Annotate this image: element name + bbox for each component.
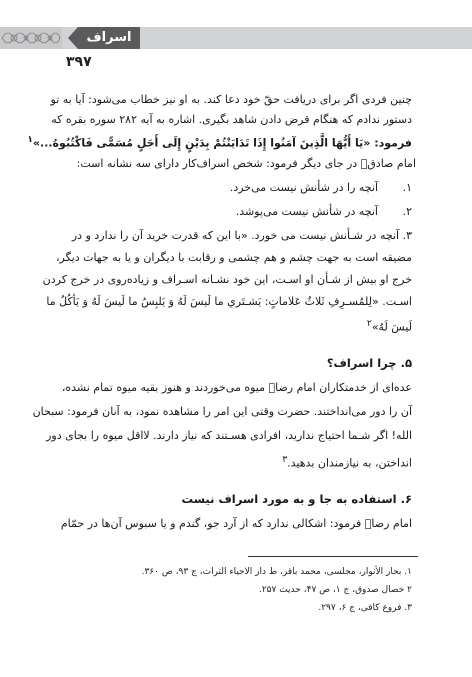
footnote: ۳. فروع کافی، ج ۶، ۲۹۷. (318, 603, 412, 613)
list-item (82, 178, 412, 198)
footnote: ۱. بحار الأنوار، مجلسی، محمد باقر، ط دار الاحیاء التراث، ج ۹۳، ص ۳۶۰. (141, 567, 412, 577)
paragraph-line (56, 450, 412, 474)
hadith-line: اسـت. «لِلمُسـرِفِ ثَلاثُ عَلاماتٍ: يَشـتَري ما لَيسَ لَهُ وَ يَلبِسُ ما لَيسَ لَهُ وَ يَأكُلُ ما (46, 295, 412, 308)
paragraph-line: مضیقه است به جهت چشم و هم چشمی و رقابت با دیگران و یا به جهات دیگر، (55, 251, 412, 264)
list-text: آنچه در شأنش نیست می‌پوشد. (235, 205, 378, 218)
footnote: ۲ خصال صدوق، ج ۱، ص ۴۷، حدیث ۲۵۷. (258, 585, 412, 595)
page-number: ۳۹۷ (66, 54, 92, 70)
decorative-ornament-icon (0, 24, 62, 52)
quran-verse-line (27, 130, 412, 154)
section-heading: ۵. چرا اسراف؟ (326, 356, 412, 370)
footnote-ref: ۱ (27, 134, 33, 145)
paragraph-line: خرج او بیش از شـأن او اسـت، این خود نشـانه اسـراف و زیادەروی در خرج کردن (42, 273, 412, 286)
paragraph-line: آن را دور می‌انداختند. حضرت وقتی این امر را مشاهده نمود، به آنان فرمود: سبحان (32, 405, 412, 418)
paragraph-line: چنین فردی اگر برای دریافت حقّ خود دعا کند. به او نیز خطاب می‌شود: آیا به تو (50, 93, 412, 106)
list-text: آنچه را در شأنش نیست می‌خرد. (229, 181, 378, 194)
paragraph-line: دستور ندادم که هنگام قرض دادن شاهد بگیری. اشاره به آیه ۲۸۲ سوره بقره که (51, 113, 412, 126)
footnote-ref: ۲ (366, 318, 372, 329)
footnote-ref: ۳ (282, 454, 288, 465)
footnote-divider (248, 556, 418, 557)
paragraph-line: امام صادقؑ در جای دیگر فرمود: شخص اسراف‌کار دارای سه نشانه است: (76, 157, 416, 170)
hadith-line (56, 314, 412, 338)
list-number: ۱. (402, 181, 412, 194)
section-heading: ۶. استفاده به جا و به مورد اسراف نیست (181, 492, 412, 506)
hadith-text: لَيسَ لَهُ» (371, 320, 412, 334)
paragraph-line: امام رضاؑ فرمود: اشکالی ندارد که از آرد جو، گندم و یا سبوس آن‌ها در حمّام (60, 517, 412, 530)
paragraph-text: انداختن، به نیازمندان بدهید. (287, 456, 412, 470)
quran-verse: فرمود: «يَا أَيُّهَا الَّذِينَ آمَنُوا إِذَا تَدَايَنْتُمْ بِدَيْنٍ إِلَى أَجَلٍ مُسَمًّى فَاكْتُبُوهُ...» (32, 136, 412, 150)
paragraph-line: عده‌ای از خدمتکاران امام رضاؑ میوه می‌خوردند و هنوز بقیه میوه تمام نشده، (61, 381, 412, 394)
paragraph-line: الله! اگر شـما احتیاج ندارید، افرادی هسـتند که نیاز دارند. لااقل میوه را بجای دور (46, 429, 412, 442)
chapter-label: اسراف (86, 30, 132, 45)
paragraph-line: ۳. آنچه در شـأنش نیست می خورد. «با این که قدرت خرید آن را ندارد و در (71, 229, 412, 242)
list-item (82, 202, 412, 222)
list-number: ۲. (402, 205, 412, 218)
